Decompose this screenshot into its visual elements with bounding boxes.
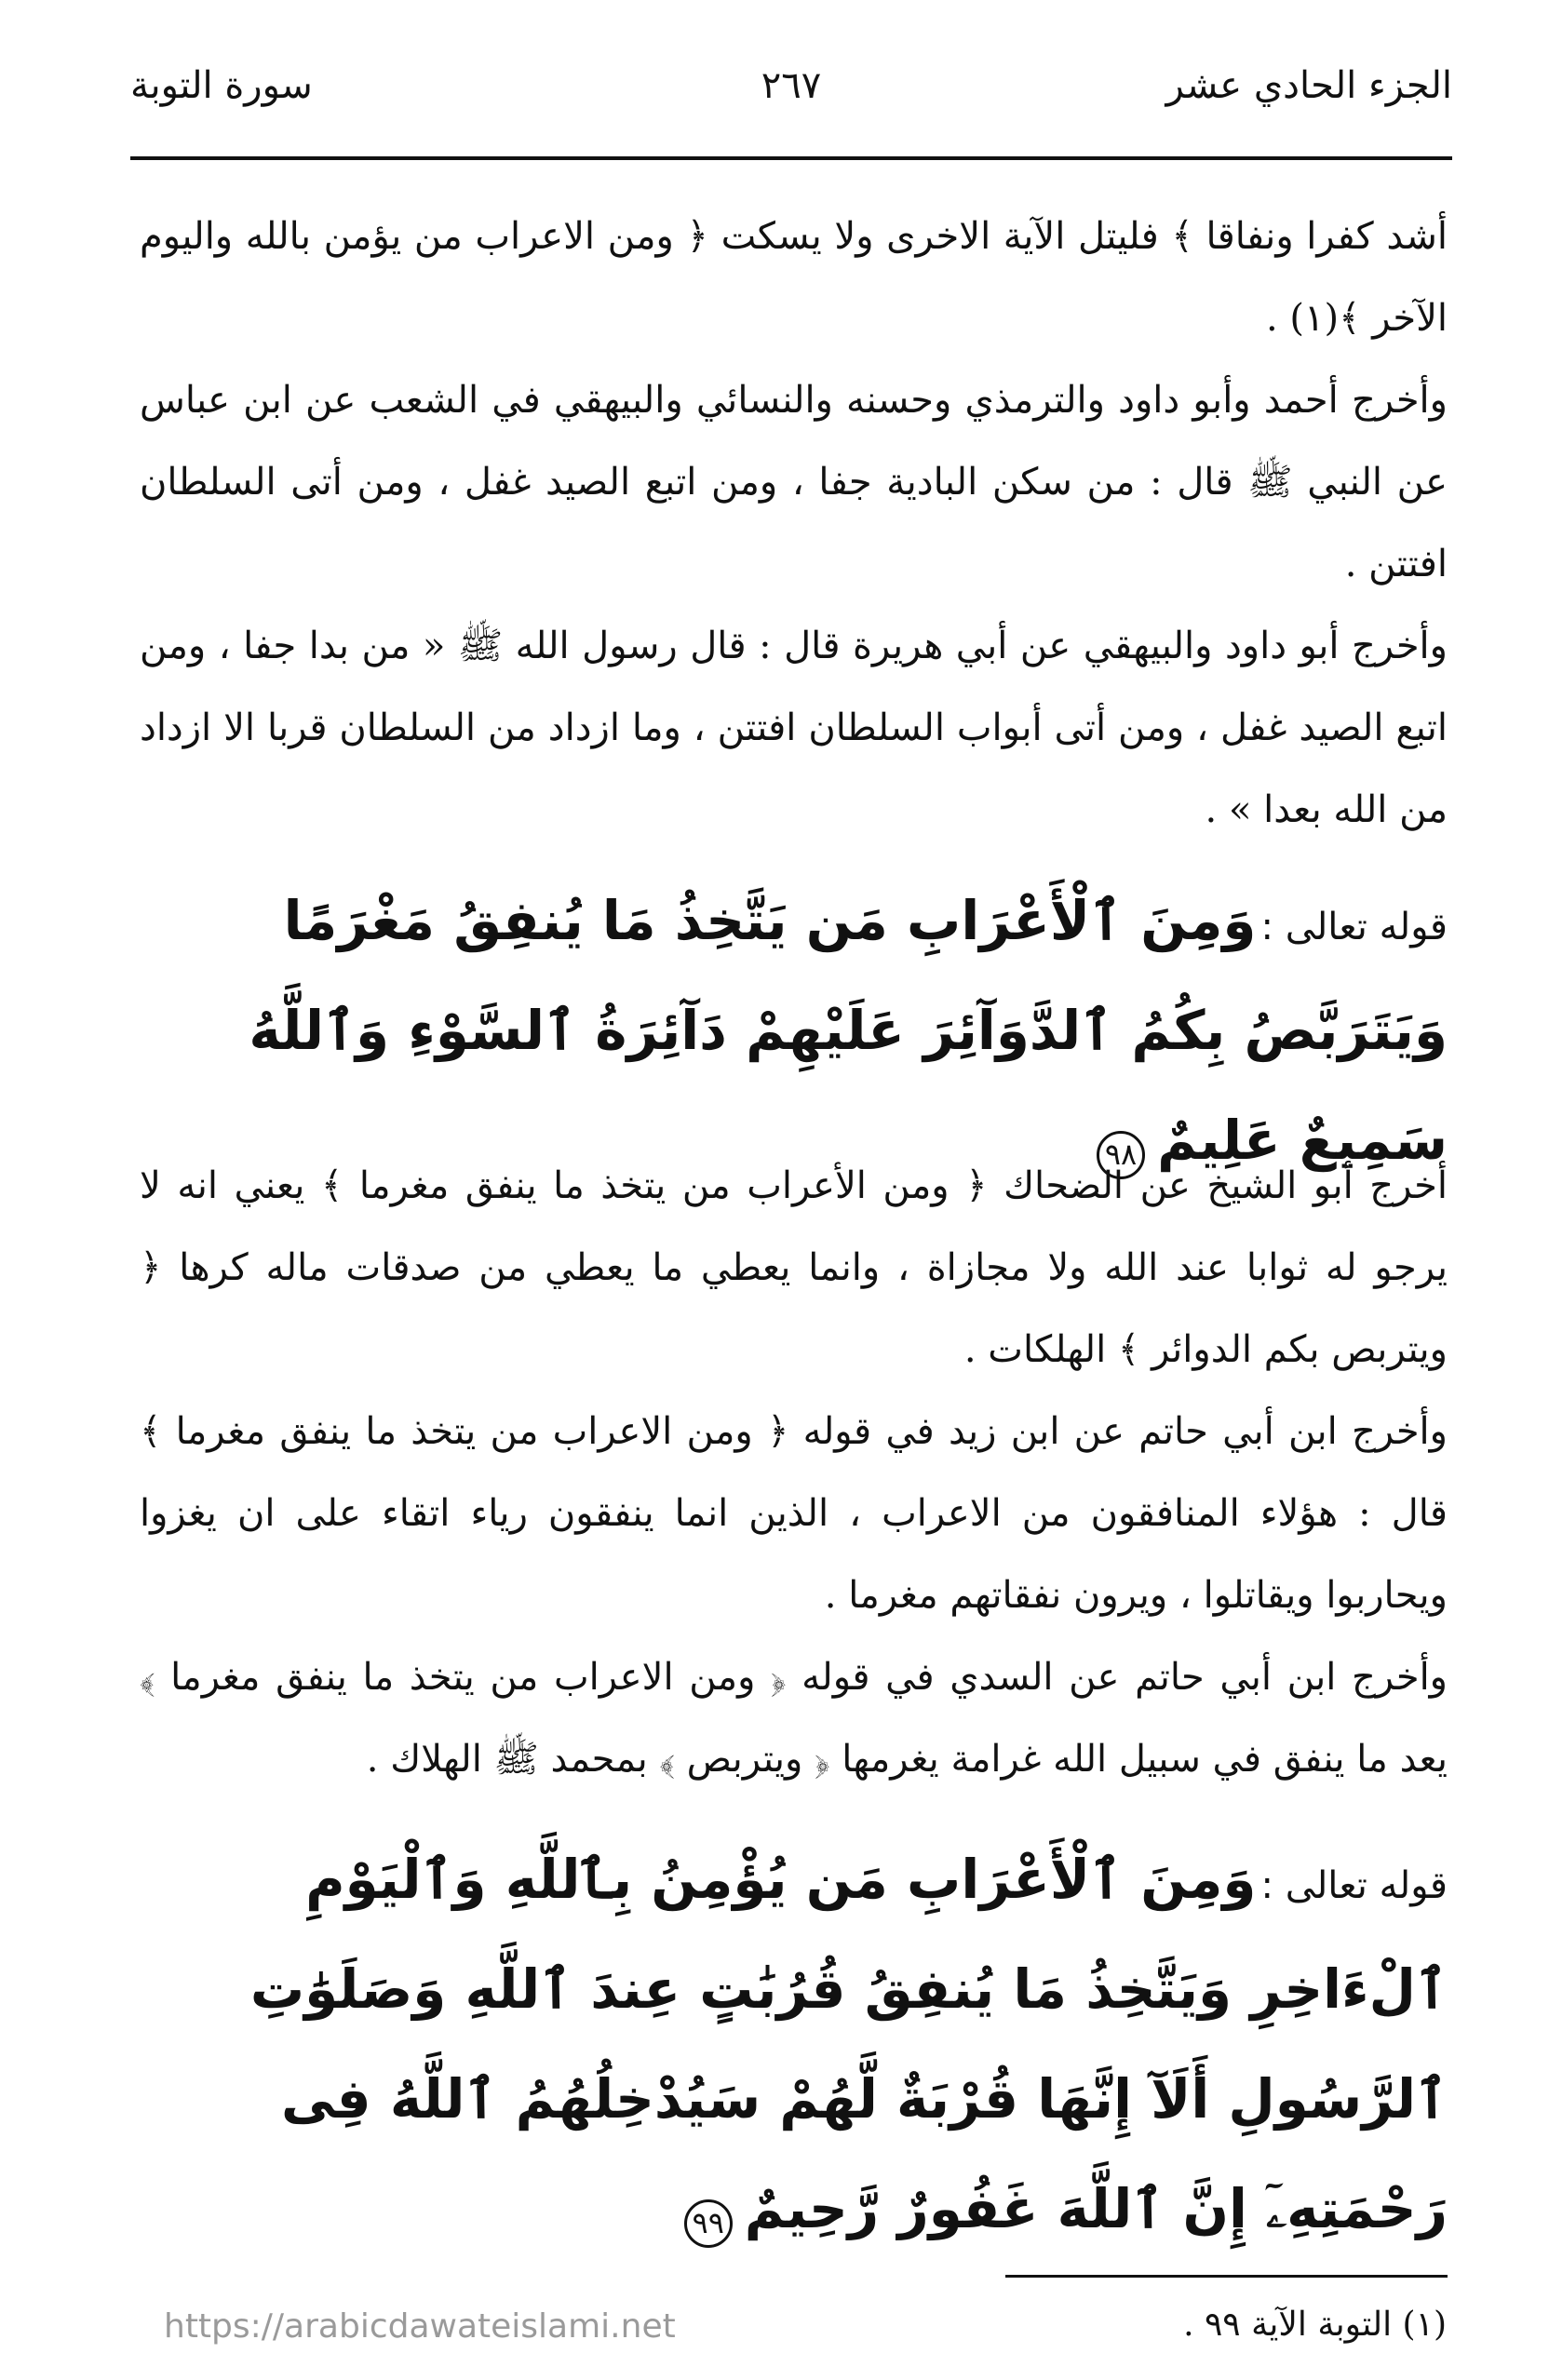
commentary-block-1 <box>140 195 1448 851</box>
ayah-number-marker: ٩٩ <box>684 2199 733 2248</box>
page-header <box>130 58 1452 123</box>
watermark-url: https://arabicdawateislami.net <box>164 2307 676 2346</box>
verse-text: وَمِنَ ٱلْأَعْرَابِ مَن يُؤْمِنُ بِٱللَّهِ وَٱلْيَوْمِ ٱلْءَاخِرِ وَيَتَّخِذُ مَا يُنفِقُ قُرُبَٰتٍ عِندَ ٱللَّهِ وَصَلَوَٰتِ ٱلرَّسُولِ أَلَآ إِنَّهَا قُرْبَةٌ لَّهُمْ سَيُدْخِلُهُمُ ٱللَّهُ فِى رَحْمَتِهِۦٓ إِنَّ ٱللَّهَ غَفُورٌ رَّحِيمٌ <box>249 1848 1448 2240</box>
surah-title: سورة التوبة <box>130 64 313 107</box>
paragraph: وأخرج ابن أبي حاتم عن السدي في قوله ﴿ ومن الاعراب من يتخذ ما ينفق مغرما ﴾ يعد ما ينفق في سبيل الله غرامة يغرمها ﴿ ويتربص ﴾ بمحمد ﷺ الهلاك . <box>140 1656 1448 1781</box>
paragraph: أشد كفرا ونفاقا ﴾ فليتل الآية الاخرى ولا يسكت ﴿ ومن الاعراب من يؤمن بالله واليوم الآخر ﴾(١) . <box>140 215 1448 340</box>
paragraph: أخرج أبو الشيخ عن الضحاك ﴿ ومن الأعراب من يتخذ ما ينفق مغرما ﴾ يعني انه لا يرجو له ثوابا عند الله ولا مجازاة ، وانما يعطي ما يعطي من صدقات ماله كرها ﴿ ويتربص بكم الدوائر ﴾ الهلكات . <box>140 1164 1448 1371</box>
header-divider <box>130 156 1452 160</box>
verse-intro: قوله تعالى : <box>1260 906 1448 948</box>
volume-title: الجزء الحادي عشر <box>1165 64 1452 107</box>
paragraph: وأخرج ابن أبي حاتم عن ابن زيد في قوله ﴿ ومن الاعراب من يتخذ ما ينفق مغرما ﴾ قال : هؤلاء المنافقون من الاعراب ، الذين انما ينفقون رياء اتقاء على ان يغزوا ويحاربوا ويقاتلوا ، ويرون نفقاتهم مغرما . <box>140 1410 1448 1617</box>
ayah-number-marker: ٩٨ <box>1097 1131 1145 1179</box>
paragraph: وأخرج أحمد وأبو داود والترمذي وحسنه والنسائي والبيهقي في الشعب عن ابن عباس عن النبي ﷺ قال : من سكن البادية جفا ، ومن اتبع الصيد غفل ، ومن أتى السلطان افتتن . <box>140 379 1448 585</box>
verse-text: وَمِنَ ٱلْأَعْرَابِ مَن يَتَّخِذُ مَا يُنفِقُ مَغْرَمًا وَيَتَرَبَّصُ بِكُمُ ٱلدَّوَآئِرَ عَلَيْهِمْ دَآئِرَةُ ٱلسَّوْءِ وَٱللَّهُ سَمِيعٌ عَلِيمٌ <box>249 889 1448 1172</box>
footnote: (١) التوبة الآية ٩٩ . <box>1183 2306 1447 2344</box>
commentary-block-2 <box>140 1145 1448 1800</box>
footnote-divider <box>1005 2275 1448 2278</box>
verse-intro: قوله تعالى : <box>1260 1864 1448 1907</box>
quran-verse-99 <box>140 1824 1448 2264</box>
paragraph: وأخرج أبو داود والبيهقي عن أبي هريرة قال : قال رسول الله ﷺ « من بدا جفا ، ومن اتبع الصيد غفل ، ومن أتى أبواب السلطان افتتن ، وما ازداد من السلطان قربا الا ازداد من الله بعدا » . <box>140 625 1448 831</box>
page-number: ٢٦٧ <box>761 64 822 107</box>
